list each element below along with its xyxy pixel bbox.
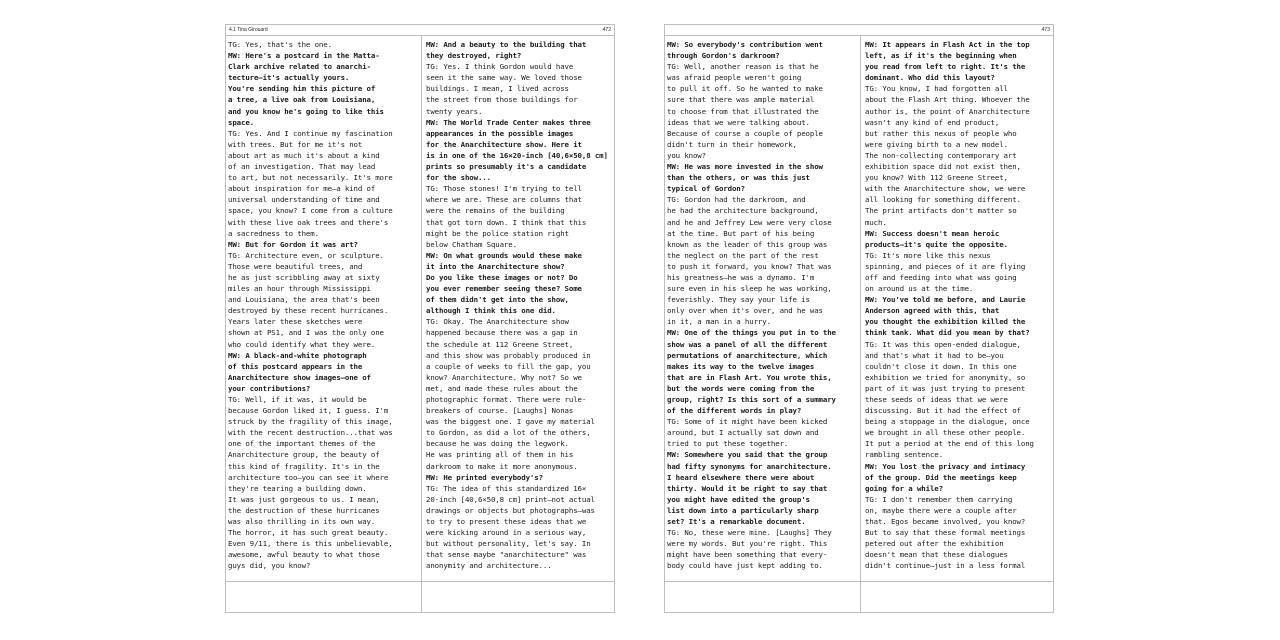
answer-line: TG: Yes. I think Gordon would have xyxy=(426,62,574,72)
question-line: I heard elsewhere there were about xyxy=(667,472,815,482)
question-line: of the different words in play? xyxy=(667,406,802,416)
question-line: MW: You've told me before, and Laurie xyxy=(865,295,1026,305)
answer-line: you know? With 112 Greene Street, xyxy=(865,173,1008,183)
answer-line: universal understanding of time and xyxy=(228,195,380,205)
answer-line: with trees. But for me it's not xyxy=(228,139,363,149)
answer-line: about the Flash Art thing. Whoever the xyxy=(865,95,1030,105)
answer-line: tried to put these together. xyxy=(667,439,789,449)
question-line: MW: On what grounds would these make xyxy=(426,250,582,260)
question-line: MW: A black-and-white photograph xyxy=(228,350,367,360)
answer-line: petered out after the exhibition xyxy=(865,539,1004,549)
answer-line: photographic format. There were rule- xyxy=(426,395,587,404)
answer-line: this kind of fragility. It's in the xyxy=(228,461,380,471)
answer-line: much. xyxy=(865,217,887,227)
answer-line: where we are. These are columns that xyxy=(426,195,582,205)
answer-line: you know? xyxy=(667,150,706,160)
answer-line: TG: Okay. The Anarchitecture show xyxy=(426,317,569,327)
question-line: You're sending him this picture of xyxy=(228,84,376,94)
answer-line: of an investigation. That may lead xyxy=(228,162,376,172)
question-line: it into the Anarchitecture show? xyxy=(426,261,565,271)
question-line: group, right? Is this sort of a summary xyxy=(667,395,836,404)
answer-line: seen it the same way. We loved those xyxy=(426,73,582,83)
answer-line: because he was doing the legwork. xyxy=(426,439,569,449)
answer-line: with the recent destruction...that was xyxy=(228,428,393,438)
text-column-2 xyxy=(426,39,612,601)
answer-line: only over when it's over, and he was xyxy=(667,306,823,316)
answer-line: around, but I actually sat down and xyxy=(667,428,819,438)
answer-line: and that's what it had to be—you xyxy=(865,350,1004,360)
question-line: MW: He was more invested in the show xyxy=(667,162,823,172)
answer-line: we brought in all these other people. xyxy=(865,428,1026,438)
answer-line: to choose from that illustrated the xyxy=(667,106,819,116)
text-column-1 xyxy=(228,39,414,601)
answer-line: body could have just kept adding to. xyxy=(667,561,823,571)
answer-line: were the remains of the building xyxy=(426,206,565,216)
answer-line: spinning, and pieces of it are flying xyxy=(865,261,1026,271)
answer-line: and he and Jeffrey Lew were very close xyxy=(667,217,832,227)
answer-line: known as the leader of this group was xyxy=(667,239,828,249)
answer-line: TG: Gordon had the darkroom, and xyxy=(667,195,806,205)
answer-line: miles an hour through Mississippi xyxy=(228,284,371,294)
right-page-header xyxy=(665,25,1053,36)
answer-line: ideas that we were talking about. xyxy=(667,117,810,127)
answer-line: these seeds of ideas that we were xyxy=(865,395,1008,404)
question-line: you thought the exhibition killed the xyxy=(865,317,1026,327)
question-line: makes its way to the twelve images xyxy=(667,361,815,371)
question-line: MW: One of the things you put in to the xyxy=(667,328,836,338)
answer-line: sure that there was ample material xyxy=(667,95,815,105)
answer-line: that sense maybe "anarchitecture" was xyxy=(426,550,587,560)
answer-line: feverishly. They say your life is xyxy=(667,295,810,305)
question-line: although I think this one did. xyxy=(426,306,556,316)
left-page xyxy=(225,24,615,613)
question-line: and you know he's going to like this xyxy=(228,106,384,116)
answer-line: but without personality, let's say. In xyxy=(426,539,591,549)
answer-line: part of it was just trying to present xyxy=(865,383,1026,393)
answer-line: Because of course a couple of people xyxy=(667,128,823,138)
answer-line: the schedule at 112 Greene Street, xyxy=(426,339,574,349)
answer-line: might have been something that every- xyxy=(667,550,828,560)
answer-line: happened because there was a gap in xyxy=(426,328,578,338)
answer-line: exhibition space did not exist then, xyxy=(865,162,1021,172)
question-line: typical of Gordon? xyxy=(667,184,745,194)
answer-line: at the time. But part of his being xyxy=(667,228,815,238)
answer-line: he as just scribbling away at sixty xyxy=(228,272,380,282)
question-line: of the group. Did the meetings keep xyxy=(865,472,1017,482)
answer-line: He was printing all of them in his xyxy=(426,450,574,460)
answer-line: his greatness—he was a dynamo. I'm xyxy=(667,272,815,282)
question-line: MW: He printed everybody's? xyxy=(426,472,543,482)
column-divider xyxy=(421,35,422,612)
answer-line: TG: You know, I had forgotten all xyxy=(865,84,1008,94)
answer-line: to push it forward, you know? That was xyxy=(667,261,832,271)
question-line: MW: Here's a postcard in the Matta- xyxy=(228,51,380,61)
answer-line: about inspiration for me—a kind of xyxy=(228,184,376,194)
question-line: MW: The World Trade Center makes three xyxy=(426,117,591,127)
answer-line: because Gordon liked it, I guess. I'm xyxy=(228,406,389,416)
answer-line: one of the important themes of the xyxy=(228,439,376,449)
answer-line: Anarchitecture group, the beauty of xyxy=(228,450,380,460)
question-line: for the show... xyxy=(426,173,491,183)
answer-line: TG: Well, if it was, it would be xyxy=(228,395,367,404)
question-line: they destroyed, right? xyxy=(426,51,522,61)
answer-line: TG: Yes. And I continue my fascination xyxy=(228,128,393,138)
answer-line: TG: I don't remember them carrying xyxy=(865,494,1013,504)
question-line: of this postcard appears in the xyxy=(228,361,363,371)
answer-line: Even 9/11, there is this unbelievable, xyxy=(228,539,393,549)
question-line: your contributions? xyxy=(228,383,311,393)
answer-line: couldn't close it down. In this one xyxy=(865,361,1017,371)
footer-rule xyxy=(226,581,614,582)
answer-line: a couple of weeks to fill the gap, you xyxy=(426,361,591,371)
answer-line: were giving birth to a new model. xyxy=(865,139,1008,149)
answer-line: anonymity and architecture... xyxy=(426,561,552,571)
question-line: tecture—it's actually yours. xyxy=(228,73,350,83)
question-line: you read from left to right. It's the xyxy=(865,62,1026,72)
left-page-header xyxy=(226,25,614,36)
answer-line: that. Egos became involved, you know? xyxy=(865,517,1026,527)
column-divider xyxy=(860,35,861,612)
answer-line: about art as much it's about a kind xyxy=(228,150,380,160)
answer-line: to art, but not necessarily. It's more xyxy=(228,173,393,183)
answer-line: space, you know? I come from a culture xyxy=(228,206,393,216)
answer-line: architecture too—you can see it where xyxy=(228,472,389,482)
answer-line: didn't continue—just in a less formal xyxy=(865,561,1026,571)
question-line: space. xyxy=(228,117,254,127)
answer-line: buildings. I mean, I lived across xyxy=(426,84,569,94)
answer-line: know? Anarchitecture. Why not? So we xyxy=(426,372,582,382)
answer-line: off and feeding into what was going xyxy=(865,272,1017,282)
question-line: MW: It appears in Flash Act in the top xyxy=(865,40,1030,49)
question-line: but the words were coming from the xyxy=(667,383,815,393)
answer-line: a sacredness to them. xyxy=(228,228,319,238)
answer-line: discussing. But it had the effect of xyxy=(865,406,1021,416)
answer-line: to pull it off. So he wanted to make xyxy=(667,84,823,94)
answer-line: TG: Yes, that's the one. xyxy=(228,40,332,49)
answer-line: who could identify what they were. xyxy=(228,339,376,349)
answer-line: met, and made these rules about the xyxy=(426,383,578,393)
answer-line: twenty years. xyxy=(426,106,483,116)
answer-line: doesn't mean that these dialogues xyxy=(865,550,1008,560)
answer-line: 20-inch [40,6×50,8 cm] print—not actual xyxy=(426,494,595,504)
answer-line: were my words. But you're right. This xyxy=(667,539,828,549)
question-line: is in one of the 16×20-inch [40,6×50,8 cm] xyxy=(426,150,608,160)
page-number: 472 xyxy=(602,27,611,33)
answer-line: didn't turn in their homework, xyxy=(667,139,797,149)
answer-line: the street from those buildings for xyxy=(426,95,578,105)
question-line: had fifty synonyms for anarchitecture. xyxy=(667,461,832,471)
answer-line: It put a period at the end of this long xyxy=(865,439,1034,449)
question-line: Anderson agreed with this, that xyxy=(865,306,1000,316)
answer-line: the destruction of these hurricanes xyxy=(228,505,380,515)
question-line: products—it's quite the opposite. xyxy=(865,239,1008,249)
answer-line: was afraid people weren't going xyxy=(667,73,802,83)
question-line: a tree, a live oak from Louisiana, xyxy=(228,95,376,105)
right-page xyxy=(664,24,1054,613)
answer-line: drawings or objects but photographs—was xyxy=(426,505,595,515)
answer-line: TG: No, these were mine. [Laughs] They xyxy=(667,528,832,538)
question-line: Anarchitecture show images—one of xyxy=(228,372,371,382)
answer-line: in it, a man in a hurry. xyxy=(667,317,771,327)
answer-line: the neglect on the part of the rest xyxy=(667,250,819,260)
question-line: of them didn't get into the show, xyxy=(426,295,569,305)
text-column-1 xyxy=(667,39,853,601)
answer-line: with the Anarchitecture show, we were xyxy=(865,184,1026,194)
answer-line: to Gordon, as did a lot of the others, xyxy=(426,428,591,438)
answer-line: awesome, awful beauty to what those xyxy=(228,550,380,560)
question-line: MW: So everybody's contribution went xyxy=(667,40,823,49)
question-line: you might have edited the group's xyxy=(667,494,810,504)
answer-line: TG: It's more like this nexus xyxy=(865,250,991,260)
answer-line: and Louisiana, the area that's been xyxy=(228,295,380,305)
answer-line: that got torn down. I think that this xyxy=(426,217,587,227)
question-line: for the Anarchitecture show. Here it xyxy=(426,139,582,149)
answer-line: below Chatham Square. xyxy=(426,239,517,249)
answer-line: breakers of course. [Laughs] Nonas xyxy=(426,406,574,416)
answer-line: wasn't any kind of end product, xyxy=(865,117,1000,127)
answer-line: rambling sentence. xyxy=(865,450,943,460)
answer-line: and this show was probably produced in xyxy=(426,350,591,360)
answer-line: exhibition we tried for anonymity, so xyxy=(865,372,1026,382)
answer-line: was the biggest one. I gave my material xyxy=(426,417,595,427)
question-line: show was a panel of all the different xyxy=(667,339,828,349)
question-line: Clark archive related to anarchi- xyxy=(228,62,371,72)
page-number: 473 xyxy=(1041,27,1050,33)
answer-line: TG: Those stones! I'm trying to tell xyxy=(426,184,582,194)
answer-line: The non-collecting contemporary art xyxy=(865,150,1017,160)
answer-line: on around us at the time. xyxy=(865,284,974,294)
answer-line: darkroom to make it more anonymous. xyxy=(426,461,578,471)
answer-line: struck by the fragility of this image, xyxy=(228,417,393,427)
question-line: dominant. Who did this layout? xyxy=(865,73,995,83)
question-line: you ever remember seeing these? Some xyxy=(426,284,582,294)
answer-line: but rather this nexus of people who xyxy=(865,128,1017,138)
answer-line: Years later these sketches were xyxy=(228,317,363,327)
answer-line: The horror, it has such great beauty. xyxy=(228,528,389,538)
question-line: thirty. Would it be right to say that xyxy=(667,483,828,493)
answer-line: shown at PS1, and I was the only one xyxy=(228,328,384,338)
question-line: that are in Flash Art. You wrote this, xyxy=(667,372,832,382)
answer-line: TG: Architecture even, or sculpture. xyxy=(228,250,384,260)
answer-line: they're tearing a building down. xyxy=(228,483,367,493)
answer-line: author is, the point of Anarchitecture xyxy=(865,106,1030,116)
answer-line: with these live oak trees and there's xyxy=(228,217,389,227)
question-line: prints so presumably it's a candidate xyxy=(426,162,587,172)
answer-line: were kicking around in a serious way, xyxy=(426,528,587,538)
question-line: appearances in the possible images xyxy=(426,128,574,138)
question-line: set? It's a remarkable document. xyxy=(667,517,806,527)
running-header-label: 4.1 Tina Girouard xyxy=(229,27,268,33)
question-line: permutations of anarchitecture, which xyxy=(667,350,828,360)
answer-line: It was just gorgeous to us. I mean, xyxy=(228,494,380,504)
answer-line: was also thrilling in its own way. xyxy=(228,517,376,527)
question-line: than the others, or was this just xyxy=(667,173,810,183)
answer-line: on, maybe there were a couple after xyxy=(865,505,1017,515)
question-line: MW: But for Gordon it was art? xyxy=(228,239,358,249)
answer-line: The print artifacts don't matter so xyxy=(865,206,1017,216)
answer-line: Those were beautiful trees, and xyxy=(228,261,363,271)
answer-line: TG: Well, another reason is that he xyxy=(667,62,819,72)
text-column-2 xyxy=(865,39,1051,601)
answer-line: he had the architecture background, xyxy=(667,206,819,216)
question-line: going for a while? xyxy=(865,483,943,493)
answer-line: to try to present these ideas that we xyxy=(426,517,587,527)
answer-line: being a stoppage in the dialogue, once xyxy=(865,417,1030,427)
answer-line: all looking for something different. xyxy=(865,195,1021,205)
answer-line: might be the police station right xyxy=(426,228,569,238)
answer-line: TG: Some of it might have been kicked xyxy=(667,417,828,427)
answer-line: But to say that these formal meetings xyxy=(865,528,1026,538)
answer-line: TG: It was this open-ended dialogue, xyxy=(865,339,1021,349)
question-line: through Gordon's darkroom? xyxy=(667,51,780,61)
question-line: MW: And a beauty to the building that xyxy=(426,40,587,49)
question-line: MW: Somewhere you said that the group xyxy=(667,450,828,460)
answer-line: guys did, you know? xyxy=(228,561,311,571)
question-line: Do you like these images or not? Do xyxy=(426,272,578,282)
answer-line: destroyed by these recent hurricanes. xyxy=(228,306,389,316)
answer-line: sure even in his sleep he was working, xyxy=(667,284,832,294)
footer-rule xyxy=(665,581,1053,582)
question-line: left, as if it's the beginning when xyxy=(865,51,1017,61)
question-line: MW: You lost the privacy and intimacy xyxy=(865,461,1026,471)
question-line: list down into a particularly sharp xyxy=(667,505,819,515)
question-line: think tank. What did you mean by that? xyxy=(865,328,1030,338)
question-line: MW: Success doesn't mean heroic xyxy=(865,228,1000,238)
answer-line: TG: The idea of this standardized 16× xyxy=(426,483,587,493)
